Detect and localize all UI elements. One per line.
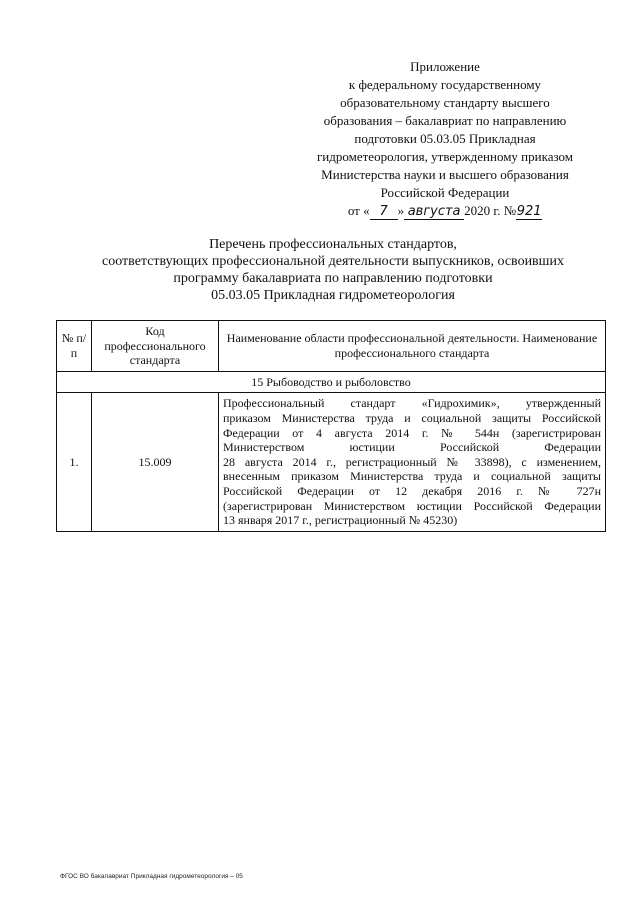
date-mid: » [397,203,405,218]
table-row [57,393,606,531]
title-line: программу бакалавриата по направлению подготовки [173,271,493,286]
header-num: № п/п [57,321,92,372]
title-line: Перечень профессиональных стандартов, [209,237,457,252]
description-line: 28 августа 2014 г., регистрационный № 33898), с изменением, [223,454,601,469]
handwritten-order-number: 921 [516,204,542,219]
appendix-line: к федеральному государственному [348,77,542,92]
row-number: 1. [57,393,92,531]
description-line: внесенным приказом Министерства труда и социальной защиты [223,469,601,484]
header-name: Наименование области профессиональной деятельности. Наименование профессионального стандарта [219,321,606,372]
description-line: Профессиональный стандарт «Гидрохимик», утвержденный [223,396,601,411]
appendix-block [300,58,590,220]
handwritten-day: 7 [370,204,398,220]
date-prefix: от « [347,203,370,218]
description-line: Министерством юстиции Российской Федерации [223,440,601,455]
row-code: 15.009 [92,393,219,531]
appendix-line: образовательному стандарту высшего [340,95,550,110]
description-line: (зарегистрирован Министерством юстиции Российской Федерации [223,498,601,513]
description-line: Федерации от 4 августа 2014 г. № 544н (зарегистрирован [223,425,601,440]
description-line: Российской Федерации от 12 декабря 2016 г. № 727н [223,483,601,498]
appendix-line: подготовки 05.03.05 Прикладная [354,131,536,146]
appendix-line: Приложение [410,59,480,74]
handwritten-month: августа [404,204,464,220]
appendix-line: Министерства науки и высшего образования [321,167,569,182]
document-title [40,236,626,304]
appendix-line: образования – бакалавриат по направлению [323,113,567,128]
page-footer: ФГОС ВО бакалавриат Прикладная гидрометеорология – 05 [60,873,243,880]
group-label: 15 Рыбоводство и рыболовство [57,371,606,393]
standards-table [56,320,606,532]
description-line: 13 января 2017 г., регистрационный № 45230) [223,513,458,528]
appendix-line: Российской Федерации [380,185,510,200]
title-line: 05.03.05 Прикладная гидрометеорология [211,288,455,303]
date-year: 2020 г. № [464,203,517,218]
appendix-line: гидрометеорология, утвержденному приказом [316,149,574,164]
table-header-row [57,321,606,372]
description-line: приказом Министерства труда и социальной защиты Российской [223,410,601,425]
title-line: соответствующих профессиональной деятельности выпускников, освоивших [102,254,564,269]
header-code: Код профессионального стандарта [92,321,219,372]
group-row [57,371,606,393]
order-date-line [300,202,590,220]
row-description [219,393,606,531]
